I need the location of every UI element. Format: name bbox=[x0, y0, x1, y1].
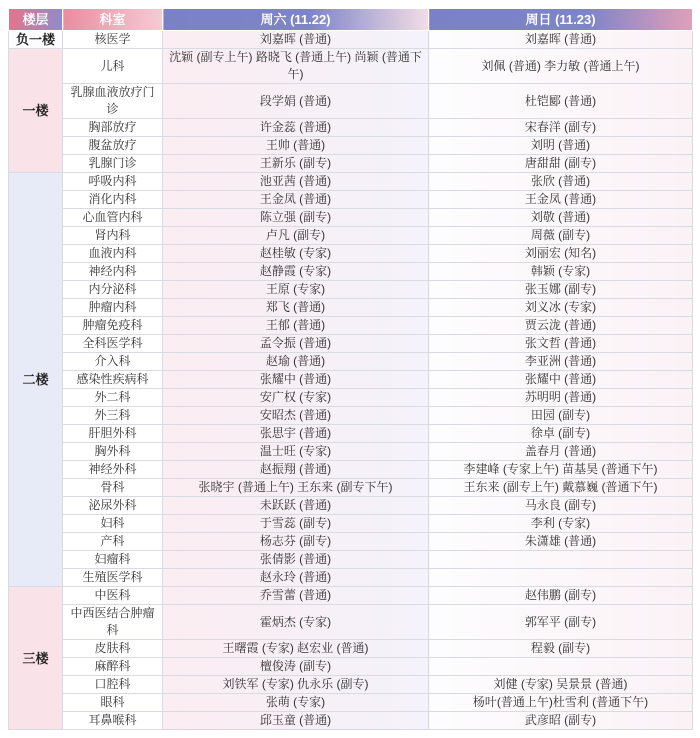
table-row bbox=[9, 227, 693, 245]
dept-cell: 肝胆外科 bbox=[63, 425, 163, 443]
sun-cell: 李亚洲 (普通) bbox=[429, 353, 693, 371]
sun-cell: 李建峰 (专家上午) 苗基昊 (普通下午) bbox=[429, 461, 693, 479]
sat-cell: 安广权 (专家) bbox=[163, 389, 429, 407]
sun-cell: 郭军平 (副专) bbox=[429, 605, 693, 640]
sat-cell: 孟令振 (普通) bbox=[163, 335, 429, 353]
dept-cell: 呼吸内科 bbox=[63, 173, 163, 191]
sat-cell: 邱玉童 (普通) bbox=[163, 712, 429, 730]
floor-cell: 二楼 bbox=[9, 173, 63, 587]
dept-cell: 内分泌科 bbox=[63, 281, 163, 299]
sat-cell: 张萌 (专家) bbox=[163, 694, 429, 712]
sat-cell: 卢凡 (副专) bbox=[163, 227, 429, 245]
sun-cell: 刘佩 (普通) 李力敏 (普通上午) bbox=[429, 49, 693, 84]
header-floor: 楼层 bbox=[9, 9, 63, 31]
table-row bbox=[9, 119, 693, 137]
table-row bbox=[9, 299, 693, 317]
sun-cell bbox=[429, 569, 693, 587]
table-row bbox=[9, 173, 693, 191]
table-row bbox=[9, 551, 693, 569]
dept-cell: 儿科 bbox=[63, 49, 163, 84]
dept-cell: 妇瘤科 bbox=[63, 551, 163, 569]
dept-cell: 麻醉科 bbox=[63, 658, 163, 676]
dept-cell: 核医学 bbox=[63, 31, 163, 49]
sun-cell: 赵伟鹏 (副专) bbox=[429, 587, 693, 605]
dept-cell: 胸外科 bbox=[63, 443, 163, 461]
sun-cell: 刘健 (专家) 吴景景 (普通) bbox=[429, 676, 693, 694]
sun-cell bbox=[429, 658, 693, 676]
table-row bbox=[9, 461, 693, 479]
table-row bbox=[9, 137, 693, 155]
table-row bbox=[9, 317, 693, 335]
table-row bbox=[9, 155, 693, 173]
dept-cell: 腹盆放疗 bbox=[63, 137, 163, 155]
sun-cell: 朱潇雄 (普通) bbox=[429, 533, 693, 551]
sat-cell: 赵永玲 (普通) bbox=[163, 569, 429, 587]
sat-cell: 王曙霞 (专家) 赵宏业 (普通) bbox=[163, 640, 429, 658]
sun-cell: 韩颖 (专家) bbox=[429, 263, 693, 281]
dept-cell: 血液内科 bbox=[63, 245, 163, 263]
sun-cell: 刘丽宏 (知名) bbox=[429, 245, 693, 263]
table-row bbox=[9, 443, 693, 461]
dept-cell: 肾内科 bbox=[63, 227, 163, 245]
dept-cell: 介入科 bbox=[63, 353, 163, 371]
sat-cell: 沈颖 (副专上午) 路晓飞 (普通上午) 尚颖 (普通下午) bbox=[163, 49, 429, 84]
table-row bbox=[9, 605, 693, 640]
sat-cell: 池亚茜 (普通) bbox=[163, 173, 429, 191]
sat-cell: 安昭杰 (普通) bbox=[163, 407, 429, 425]
table-row bbox=[9, 191, 693, 209]
table-row bbox=[9, 31, 693, 49]
table-row bbox=[9, 245, 693, 263]
dept-cell: 乳腺门诊 bbox=[63, 155, 163, 173]
sat-cell: 王金凤 (普通) bbox=[163, 191, 429, 209]
sat-cell: 赵振翔 (普通) bbox=[163, 461, 429, 479]
sun-cell: 贾云泷 (普通) bbox=[429, 317, 693, 335]
table-row bbox=[9, 389, 693, 407]
schedule-body bbox=[9, 31, 693, 730]
sat-cell: 赵桂敏 (专家) bbox=[163, 245, 429, 263]
sat-cell: 刘嘉晖 (普通) bbox=[163, 31, 429, 49]
table-row bbox=[9, 569, 693, 587]
sat-cell: 王郁 (普通) bbox=[163, 317, 429, 335]
sun-cell: 杨叶(普通上午)杜雪利 (普通下午) bbox=[429, 694, 693, 712]
sun-cell: 刘义冰 (专家) bbox=[429, 299, 693, 317]
sat-cell: 张耀中 (普通) bbox=[163, 371, 429, 389]
header-sunday: 周日 (11.23) bbox=[429, 9, 693, 31]
dept-cell: 中西医结合肿瘤科 bbox=[63, 605, 163, 640]
table-row bbox=[9, 371, 693, 389]
sun-cell: 张玉娜 (副专) bbox=[429, 281, 693, 299]
table-row bbox=[9, 479, 693, 497]
table-row bbox=[9, 497, 693, 515]
sun-cell: 杜铠郾 (普通) bbox=[429, 84, 693, 119]
dept-cell: 耳鼻喉科 bbox=[63, 712, 163, 730]
dept-cell: 生殖医学科 bbox=[63, 569, 163, 587]
dept-cell: 外三科 bbox=[63, 407, 163, 425]
sat-cell: 王原 (专家) bbox=[163, 281, 429, 299]
dept-cell: 肿瘤免疫科 bbox=[63, 317, 163, 335]
dept-cell: 皮肤科 bbox=[63, 640, 163, 658]
sat-cell: 赵静霞 (专家) bbox=[163, 263, 429, 281]
sun-cell: 张耀中 (普通) bbox=[429, 371, 693, 389]
dept-cell: 泌尿外科 bbox=[63, 497, 163, 515]
header-department: 科室 bbox=[63, 9, 163, 31]
table-row bbox=[9, 640, 693, 658]
table-row bbox=[9, 587, 693, 605]
sun-cell: 刘嘉晖 (普通) bbox=[429, 31, 693, 49]
floor-cell: 三楼 bbox=[9, 587, 63, 730]
dept-cell: 肿瘤内科 bbox=[63, 299, 163, 317]
table-row bbox=[9, 209, 693, 227]
dept-cell: 妇科 bbox=[63, 515, 163, 533]
sun-cell: 盖春月 (普通) bbox=[429, 443, 693, 461]
sat-cell: 段学娟 (普通) bbox=[163, 84, 429, 119]
sun-cell: 苏明明 (普通) bbox=[429, 389, 693, 407]
sun-cell: 武彦昭 (副专) bbox=[429, 712, 693, 730]
sat-cell: 张思宇 (普通) bbox=[163, 425, 429, 443]
sat-cell: 王帅 (普通) bbox=[163, 137, 429, 155]
table-row bbox=[9, 335, 693, 353]
table-row bbox=[9, 658, 693, 676]
sat-cell: 陈立强 (副专) bbox=[163, 209, 429, 227]
sat-cell: 许金蕊 (普通) bbox=[163, 119, 429, 137]
dept-cell: 乳腺血液放疗门诊 bbox=[63, 84, 163, 119]
dept-cell: 外二科 bbox=[63, 389, 163, 407]
sat-cell: 杨志芬 (副专) bbox=[163, 533, 429, 551]
sat-cell: 张倩影 (普通) bbox=[163, 551, 429, 569]
sat-cell: 于雪蕊 (副专) bbox=[163, 515, 429, 533]
dept-cell: 神经外科 bbox=[63, 461, 163, 479]
table-row bbox=[9, 515, 693, 533]
dept-cell: 全科医学科 bbox=[63, 335, 163, 353]
sun-cell: 刘敬 (普通) bbox=[429, 209, 693, 227]
sun-cell: 周薇 (副专) bbox=[429, 227, 693, 245]
table-row bbox=[9, 533, 693, 551]
sun-cell: 张文哲 (普通) bbox=[429, 335, 693, 353]
table-row bbox=[9, 425, 693, 443]
dept-cell: 骨科 bbox=[63, 479, 163, 497]
header-saturday: 周六 (11.22) bbox=[163, 9, 429, 31]
sun-cell: 王金凤 (普通) bbox=[429, 191, 693, 209]
sun-cell: 王东来 (副专上午) 戴慕巍 (普通下午) bbox=[429, 479, 693, 497]
table-row bbox=[9, 407, 693, 425]
dept-cell: 胸部放疗 bbox=[63, 119, 163, 137]
table-row bbox=[9, 263, 693, 281]
sat-cell: 乔雪蕾 (普通) bbox=[163, 587, 429, 605]
table-row bbox=[9, 676, 693, 694]
table-row bbox=[9, 712, 693, 730]
schedule-header bbox=[9, 9, 693, 31]
sun-cell bbox=[429, 551, 693, 569]
floor-cell: 负一楼 bbox=[9, 31, 63, 49]
sun-cell: 徐卓 (副专) bbox=[429, 425, 693, 443]
dept-cell: 消化内科 bbox=[63, 191, 163, 209]
dept-cell: 眼科 bbox=[63, 694, 163, 712]
sat-cell: 王新乐 (副专) bbox=[163, 155, 429, 173]
table-row bbox=[9, 281, 693, 299]
sun-cell: 唐甜甜 (副专) bbox=[429, 155, 693, 173]
dept-cell: 口腔科 bbox=[63, 676, 163, 694]
sun-cell: 田园 (副专) bbox=[429, 407, 693, 425]
sat-cell: 刘铁军 (专家) 仇永乐 (副专) bbox=[163, 676, 429, 694]
table-row bbox=[9, 84, 693, 119]
dept-cell: 感染性疾病科 bbox=[63, 371, 163, 389]
sat-cell: 未跃跃 (普通) bbox=[163, 497, 429, 515]
sun-cell: 程毅 (副专) bbox=[429, 640, 693, 658]
table-row bbox=[9, 353, 693, 371]
sat-cell: 霍炳杰 (专家) bbox=[163, 605, 429, 640]
table-row bbox=[9, 49, 693, 84]
schedule-table bbox=[8, 8, 693, 730]
table-row bbox=[9, 694, 693, 712]
sun-cell: 张欣 (普通) bbox=[429, 173, 693, 191]
dept-cell: 中医科 bbox=[63, 587, 163, 605]
sun-cell: 宋春洋 (副专) bbox=[429, 119, 693, 137]
sat-cell: 温士旺 (专家) bbox=[163, 443, 429, 461]
sun-cell: 李利 (专家) bbox=[429, 515, 693, 533]
sun-cell: 马永良 (副专) bbox=[429, 497, 693, 515]
sat-cell: 郑飞 (普通) bbox=[163, 299, 429, 317]
dept-cell: 神经内科 bbox=[63, 263, 163, 281]
dept-cell: 心血管内科 bbox=[63, 209, 163, 227]
dept-cell: 产科 bbox=[63, 533, 163, 551]
floor-cell: 一楼 bbox=[9, 49, 63, 173]
sat-cell: 赵瑜 (普通) bbox=[163, 353, 429, 371]
sat-cell: 张晓宇 (普通上午) 王东来 (副专下午) bbox=[163, 479, 429, 497]
header-row bbox=[9, 9, 693, 31]
sat-cell: 檀俊涛 (副专) bbox=[163, 658, 429, 676]
sun-cell: 刘明 (普通) bbox=[429, 137, 693, 155]
